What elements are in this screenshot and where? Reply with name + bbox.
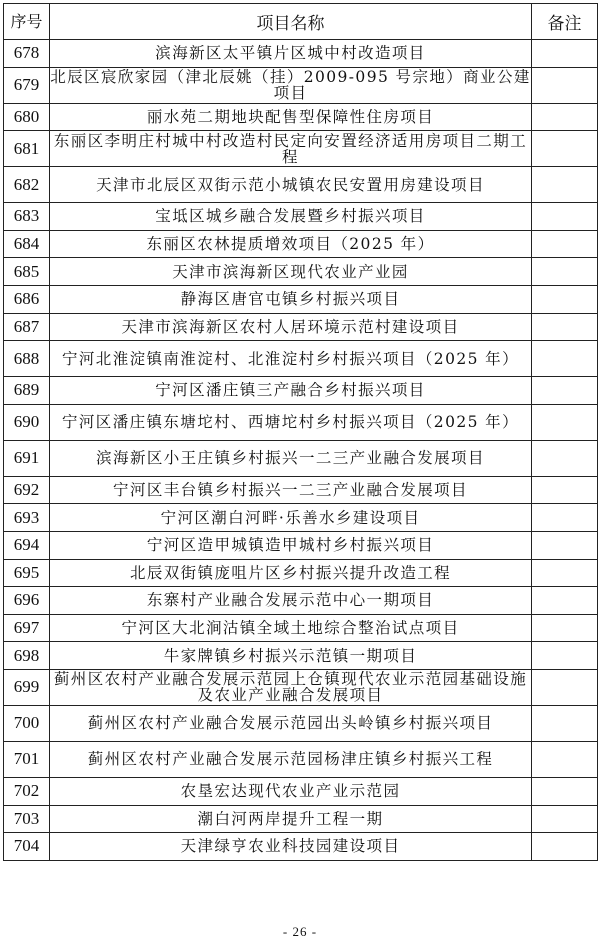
table-row bbox=[4, 167, 598, 203]
header-remarks: 备注 bbox=[532, 4, 598, 40]
table-row bbox=[4, 504, 598, 532]
row-project-name: 蓟州区农村产业融合发展示范园上仓镇现代农业示范园基础设施及农业产业融合发展项目 bbox=[50, 669, 532, 705]
row-project-name: 宁河区潘庄镇三产融合乡村振兴项目 bbox=[50, 377, 532, 405]
row-project-name: 东寨村产业融合发展示范中心一期项目 bbox=[50, 587, 532, 615]
table-row bbox=[4, 559, 598, 587]
table-row bbox=[4, 741, 598, 777]
row-remarks bbox=[532, 167, 598, 203]
row-remarks bbox=[532, 67, 598, 103]
row-serial-number: 696 bbox=[4, 587, 50, 615]
row-remarks bbox=[532, 669, 598, 705]
row-serial-number: 688 bbox=[4, 341, 50, 377]
row-remarks bbox=[532, 313, 598, 341]
table-row bbox=[4, 285, 598, 313]
row-remarks bbox=[532, 203, 598, 231]
row-remarks bbox=[532, 40, 598, 68]
table-row bbox=[4, 476, 598, 504]
row-serial-number: 678 bbox=[4, 40, 50, 68]
project-table bbox=[3, 3, 598, 861]
row-remarks bbox=[532, 230, 598, 258]
row-project-name: 宁河区丰台镇乡村振兴一二三产业融合发展项目 bbox=[50, 476, 532, 504]
row-serial-number: 704 bbox=[4, 833, 50, 861]
row-serial-number: 690 bbox=[4, 404, 50, 440]
table-row bbox=[4, 103, 598, 131]
table-row bbox=[4, 131, 598, 167]
table-row bbox=[4, 258, 598, 286]
row-project-name: 东丽区农林提质增效项目（2025 年） bbox=[50, 230, 532, 258]
row-serial-number: 692 bbox=[4, 476, 50, 504]
table-row bbox=[4, 67, 598, 103]
row-remarks bbox=[532, 833, 598, 861]
row-remarks bbox=[532, 705, 598, 741]
table-row bbox=[4, 40, 598, 68]
row-remarks bbox=[532, 404, 598, 440]
row-remarks bbox=[532, 440, 598, 476]
row-serial-number: 694 bbox=[4, 531, 50, 559]
row-project-name: 宁河区潘庄镇东塘坨村、西塘坨村乡村振兴项目（2025 年） bbox=[50, 404, 532, 440]
row-project-name: 天津绿亨农业科技园建设项目 bbox=[50, 833, 532, 861]
table-row bbox=[4, 705, 598, 741]
row-project-name: 宁河区大北涧沽镇全域土地综合整治试点项目 bbox=[50, 614, 532, 642]
row-project-name: 宁河区造甲城镇造甲城村乡村振兴项目 bbox=[50, 531, 532, 559]
table-row bbox=[4, 377, 598, 405]
row-serial-number: 685 bbox=[4, 258, 50, 286]
table-row bbox=[4, 440, 598, 476]
row-project-name: 牛家牌镇乡村振兴示范镇一期项目 bbox=[50, 642, 532, 670]
row-serial-number: 693 bbox=[4, 504, 50, 532]
table-row bbox=[4, 341, 598, 377]
row-project-name: 丽水苑二期地块配售型保障性住房项目 bbox=[50, 103, 532, 131]
row-project-name: 蓟州区农村产业融合发展示范园出头岭镇乡村振兴项目 bbox=[50, 705, 532, 741]
table-row bbox=[4, 587, 598, 615]
row-serial-number: 687 bbox=[4, 313, 50, 341]
row-remarks bbox=[532, 103, 598, 131]
row-remarks bbox=[532, 504, 598, 532]
row-remarks bbox=[532, 341, 598, 377]
row-remarks bbox=[532, 285, 598, 313]
row-project-name: 潮白河两岸提升工程一期 bbox=[50, 805, 532, 833]
row-serial-number: 697 bbox=[4, 614, 50, 642]
row-remarks bbox=[532, 741, 598, 777]
row-serial-number: 695 bbox=[4, 559, 50, 587]
row-serial-number: 679 bbox=[4, 67, 50, 103]
table-row bbox=[4, 404, 598, 440]
row-project-name: 静海区唐官屯镇乡村振兴项目 bbox=[50, 285, 532, 313]
table-row bbox=[4, 669, 598, 705]
row-serial-number: 680 bbox=[4, 103, 50, 131]
row-remarks bbox=[532, 476, 598, 504]
table-row bbox=[4, 203, 598, 231]
row-remarks bbox=[532, 614, 598, 642]
row-project-name: 宁河区潮白河畔·乐善水乡建设项目 bbox=[50, 504, 532, 532]
header-serial-number: 序号 bbox=[4, 4, 50, 40]
row-serial-number: 703 bbox=[4, 805, 50, 833]
row-remarks bbox=[532, 531, 598, 559]
row-project-name: 东丽区李明庄村城中村改造村民定向安置经济适用房项目二期工程 bbox=[50, 131, 532, 167]
row-project-name: 宝坻区城乡融合发展暨乡村振兴项目 bbox=[50, 203, 532, 231]
row-serial-number: 686 bbox=[4, 285, 50, 313]
row-remarks bbox=[532, 642, 598, 670]
row-serial-number: 699 bbox=[4, 669, 50, 705]
row-serial-number: 682 bbox=[4, 167, 50, 203]
row-project-name: 北辰区宸欣家园（津北辰姚（挂）2009-095 号宗地）商业公建项目 bbox=[50, 68, 531, 103]
header-project-name: 项目名称 bbox=[50, 4, 532, 40]
table-row bbox=[4, 531, 598, 559]
row-project-name: 天津市北辰区双街示范小城镇农民安置用房建设项目 bbox=[50, 167, 532, 203]
row-serial-number: 691 bbox=[4, 440, 50, 476]
row-remarks bbox=[532, 587, 598, 615]
row-serial-number: 701 bbox=[4, 741, 50, 777]
row-remarks bbox=[532, 377, 598, 405]
table-header-row bbox=[4, 4, 598, 40]
row-serial-number: 681 bbox=[4, 131, 50, 167]
table-row bbox=[4, 805, 598, 833]
row-remarks bbox=[532, 777, 598, 805]
row-project-name: 滨海新区小王庄镇乡村振兴一二三产业融合发展项目 bbox=[50, 440, 532, 476]
table-row bbox=[4, 614, 598, 642]
row-project-name: 宁河北淮淀镇南淮淀村、北淮淀村乡村振兴项目（2025 年） bbox=[50, 341, 532, 377]
row-serial-number: 684 bbox=[4, 230, 50, 258]
row-project-name: 天津市滨海新区农村人居环境示范村建设项目 bbox=[50, 313, 532, 341]
table-row bbox=[4, 642, 598, 670]
row-project-name: 天津市滨海新区现代农业产业园 bbox=[50, 258, 532, 286]
row-serial-number: 698 bbox=[4, 642, 50, 670]
row-serial-number: 702 bbox=[4, 777, 50, 805]
row-serial-number: 683 bbox=[4, 203, 50, 231]
row-serial-number: 700 bbox=[4, 705, 50, 741]
table-row bbox=[4, 833, 598, 861]
row-remarks bbox=[532, 805, 598, 833]
row-remarks bbox=[532, 258, 598, 286]
row-serial-number: 689 bbox=[4, 377, 50, 405]
row-project-name: 北辰双街镇庞咀片区乡村振兴提升改造工程 bbox=[50, 559, 532, 587]
table-row bbox=[4, 230, 598, 258]
row-remarks bbox=[532, 131, 598, 167]
row-project-name: 滨海新区太平镇片区城中村改造项目 bbox=[50, 40, 532, 68]
row-project-name: 农垦宏达现代农业产业示范园 bbox=[50, 777, 532, 805]
table-row bbox=[4, 777, 598, 805]
page-number: - 26 - bbox=[282, 924, 318, 939]
row-remarks bbox=[532, 559, 598, 587]
row-project-name: 蓟州区农村产业融合发展示范园杨津庄镇乡村振兴工程 bbox=[50, 741, 532, 777]
table-row bbox=[4, 313, 598, 341]
